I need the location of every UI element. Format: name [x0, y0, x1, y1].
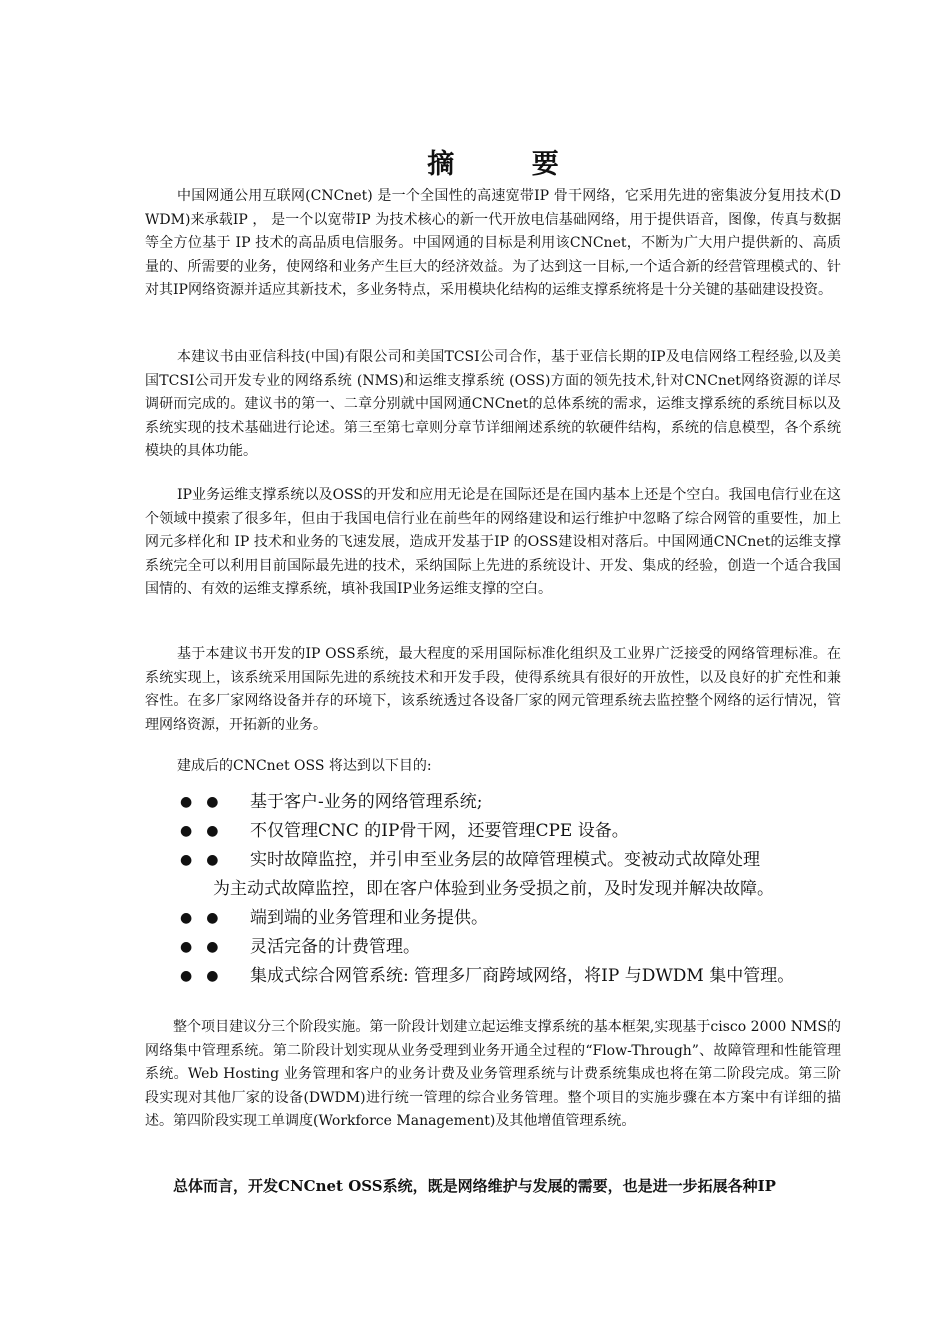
bullet-icon: ●● [180, 968, 233, 984]
list-item [180, 962, 880, 991]
list-item-continuation: 为主动式故障监控，即在客户体验到业务受损之前，及时发现并解决故障。 [213, 879, 774, 899]
list-item-text: 端到端的业务管理和业务提供。 [250, 908, 488, 928]
bullet-icon: ●● [180, 794, 233, 810]
goals-list [180, 788, 880, 991]
list-item [180, 904, 880, 933]
list-item-text: 不仅管理CNC 的IP骨干网，还要管理CPE 设备。 [250, 821, 629, 841]
list-item [180, 933, 880, 962]
paragraph-oss-background: IP业务运维支撑系统以及OSS的开发和应用无论是在国际还是在国内基本上还是个空白。我国电信行业在这个领域中摸索了很多年，但由于我国电信行业在前些年的网络建设和运行维护中忽略了综合网管的重要性，加上网元多样化和 IP 技术和业务的飞速发展，造成开发基于IP 的OSS建设相对落后。中国网通CNCnet的运维支撑系统完全可以利用目前国际最先进的技术，采纳国际上先进的系统设计、开发、集成的经验，创造一个适合我国国情的、有效的运维支撑系统，填补我国IP业务运维支撑的空白。 [145, 487, 841, 598]
list-item-text: 基于客户-业务的网络管理系统; [250, 792, 483, 812]
bullet-icon: ●● [180, 823, 233, 839]
list-item [180, 846, 880, 904]
bullet-icon: ●● [180, 910, 233, 926]
page-title: 摘 要 [427, 149, 593, 181]
paragraph-goals-intro: 建成后的CNCnet OSS 将达到以下目的: [177, 758, 432, 774]
list-item [180, 817, 880, 846]
list-item-text: 灵活完备的计费管理。 [250, 937, 420, 957]
paragraph-phases: 整个项目建议分三个阶段实施。第一阶段计划建立起运维支撑系统的基本框架,实现基于cisco 2000 NMS的网络集中管理系统。第二阶段计划实现从业务受理到业务开通全过程的“Flow-Through”、故障管理和性能管理系统。Web Hosting 业务管理和客户的业务计费及业务管理系统与计费系统集成也将在第二阶段完成。第三阶段实现对其他厂家的设备(DWDM)进行统一管理的综合业务管理。整个项目的实施步骤在本方案中有详细的描述。第四阶段实现工单调度(Workforce Management)及其他增值管理系统。 [145, 1019, 841, 1130]
paragraph-proposal-authors: 本建议书由亚信科技(中国)有限公司和美国TCSI公司合作，基于亚信长期的IP及电信网络工程经验,以及美国TCSI公司开发专业的网络系统 (NMS)和运维支撑系统 (OSS)方面的领先技术,针对CNCnet网络资源的详尽调研而完成的。建议书的第一、二章分别就中国网通CNCnet的总体系统的需求，运维支撑系统的系统目标以及系统实现的技术基础进行论述。第三至第七章则分章节详细阐述系统的软硬件结构，系统的信息模型，各个系统模块的具体功能。 [145, 349, 841, 460]
paragraph-system-standards: 基于本建议书开发的IP OSS系统，最大程度的采用国际标准化组织及工业界广泛接受的网络管理标准。在系统实现上，该系统采用国际先进的系统技术和开发手段，使得系统具有很好的开放性，以及良好的扩充性和兼容性。在多厂家网络设备并存的环境下，该系统透过各设备厂家的网元管理系统去监控整个网络的运行情况，管理网络资源，开拓新的业务。 [145, 646, 841, 733]
bullet-icon: ●● [180, 852, 233, 868]
list-item [180, 788, 880, 817]
bullet-icon: ●● [180, 939, 233, 955]
paragraph-overview: 中国网通公用互联网(CNCnet) 是一个全国性的高速宽带IP 骨干网络，它采用先进的密集波分复用技术(DWDM)来承载IP ， 是一个以宽带IP 为技术核心的新一代开放电信基础网络，用于提供语音，图像，传真与数据等全方位基于 IP 技术的高品质电信服务。中国网通的目标是利用该CNCnet，不断为广大用户提供新的、高质量的、所需要的业务，使网络和业务产生巨大的经济效益。为了达到这一目标,一个适合新的经营管理模式的、针对其IP网络资源并适应其新技术，多业务特点，采用模块化结构的运维支撑系统将是十分关键的基础建设投资。 [145, 188, 841, 299]
paragraph-conclusion: 总体而言，开发CNCnet OSS系统，既是网络维护与发展的需要，也是进一步拓展各种IP [173, 1177, 776, 1195]
list-item-text: 集成式综合网管系统: 管理多厂商跨域网络，将IP 与DWDM 集中管理。 [250, 966, 795, 986]
list-item-text: 实时故障监控，并引申至业务层的故障管理模式。变被动式故障处理 [250, 850, 760, 870]
